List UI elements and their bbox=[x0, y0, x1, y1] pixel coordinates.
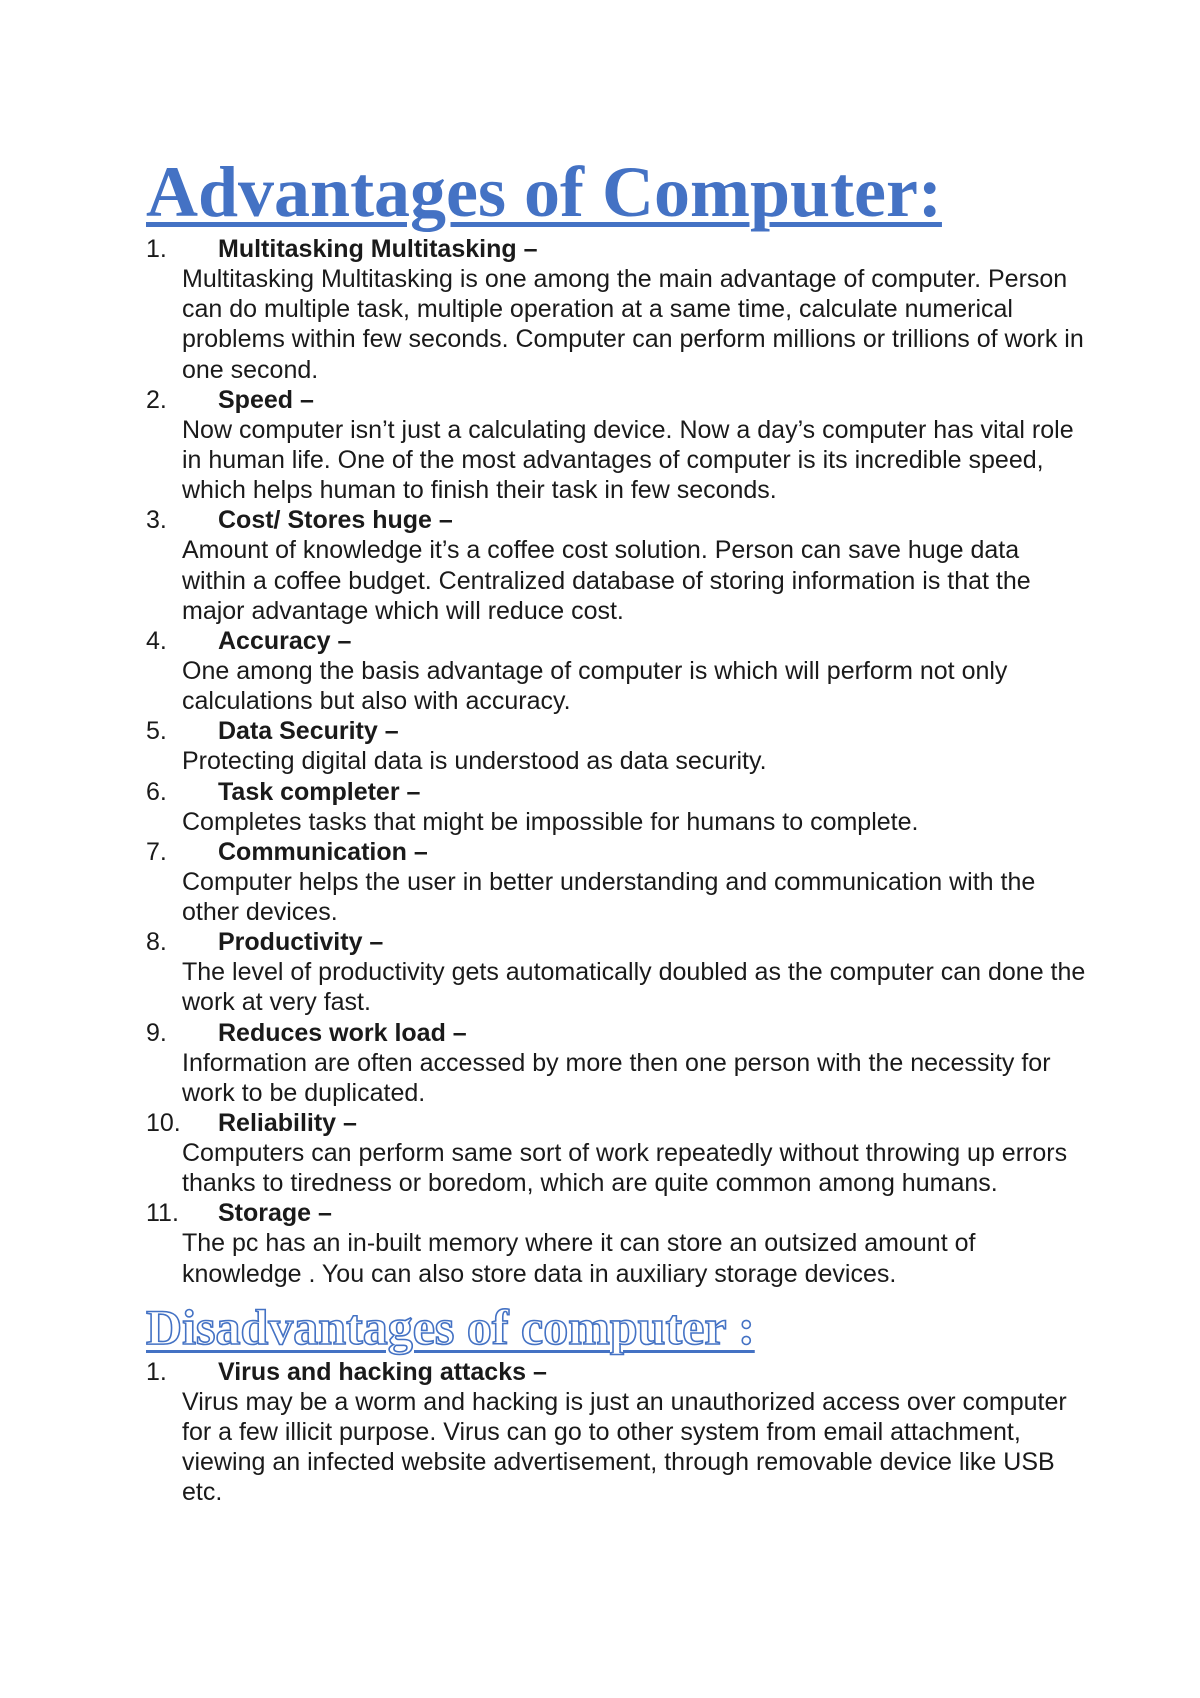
item-body: Virus may be a worm and hacking is just an unauthorized access over computer for a few illicit purpose. Virus can go to other system from email attachment, viewing an infected website advertisement, through removable device like USB etc. bbox=[182, 1387, 1067, 1507]
item-body: Now computer isn’t just a calculating device. Now a day’s computer has vital role in human life. One of the most advantages of computer is its incredible speed, which helps human to finish their task in few seconds. bbox=[182, 415, 1074, 505]
item-number: 1. bbox=[146, 1357, 167, 1386]
item-body: Information are often accessed by more then one person with the necessity for work to be duplicated. bbox=[182, 1048, 1051, 1107]
disadvantages-heading-text: Disadvantages of computer : bbox=[146, 1298, 755, 1355]
item-body: Amount of knowledge it’s a coffee cost solution. Person can save huge data within a coffee budget. Centralized database of storing information is that the major advantage which will reduce cost. bbox=[182, 536, 1031, 625]
list-item bbox=[146, 385, 1086, 506]
item-body: One among the basis advantage of computer is which will perform not only calculations but also with accuracy. bbox=[182, 657, 1008, 716]
item-number: 9. bbox=[146, 1018, 167, 1047]
item-title: Multitasking Multitasking – bbox=[218, 235, 538, 263]
list-item bbox=[146, 1357, 1086, 1508]
item-title: Productivity – bbox=[218, 928, 384, 957]
item-body: Computer helps the user in better understanding and communication with the other devices. bbox=[182, 867, 1036, 927]
list-item bbox=[146, 626, 1086, 716]
item-body: The level of productivity gets automatically doubled as the computer can done the work at very fast. bbox=[182, 958, 1086, 1017]
item-number: 2. bbox=[146, 385, 167, 414]
item-title: Communication – bbox=[218, 837, 428, 866]
advantages-heading bbox=[146, 150, 1086, 234]
list-item bbox=[146, 1108, 1086, 1198]
list-item bbox=[146, 505, 1086, 626]
item-title: Virus and hacking attacks – bbox=[218, 1357, 547, 1386]
list-item bbox=[146, 716, 1086, 776]
item-title: Task completer – bbox=[218, 777, 421, 806]
item-title: Accuracy – bbox=[218, 627, 352, 656]
item-number: 7. bbox=[146, 837, 167, 866]
list-item bbox=[146, 1018, 1086, 1108]
item-number: 8. bbox=[146, 928, 167, 957]
item-number: 6. bbox=[146, 777, 167, 806]
item-number: 4. bbox=[146, 627, 167, 656]
item-title: Cost/ Stores huge – bbox=[218, 506, 453, 535]
item-title: Storage – bbox=[218, 1199, 332, 1228]
item-body: The pc has an in-built memory where it can store an outsized amount of knowledge . You can also store data in auxiliary storage devices. bbox=[182, 1229, 976, 1288]
advantages-heading-text: Advantages of Computer: bbox=[146, 152, 942, 232]
item-number: 5. bbox=[146, 717, 167, 746]
item-title: Reduces work load – bbox=[218, 1018, 467, 1047]
list-item bbox=[146, 234, 1086, 385]
document-page bbox=[146, 150, 1086, 1508]
list-item bbox=[146, 837, 1086, 927]
item-number: 3. bbox=[146, 506, 167, 535]
list-item bbox=[146, 927, 1086, 1017]
item-title: Speed – bbox=[218, 385, 314, 414]
item-title: Data Security – bbox=[218, 717, 399, 746]
advantages-list bbox=[146, 234, 1086, 1289]
disadvantages-list bbox=[146, 1357, 1086, 1508]
item-body: Multitasking Multitasking is one among the main advantage of computer. Person can do multiple task, multiple operation at a same time, calculate numerical problems within few seconds. Computer can perform millions or trillions of work in one second. bbox=[182, 265, 1084, 384]
item-body: Completes tasks that might be impossible for humans to complete. bbox=[182, 807, 919, 836]
list-item bbox=[146, 1198, 1086, 1288]
item-body: Protecting digital data is understood as data security. bbox=[182, 747, 767, 776]
item-number: 11. bbox=[146, 1199, 179, 1228]
item-title: Reliability – bbox=[218, 1109, 357, 1138]
list-item bbox=[146, 777, 1086, 837]
item-body: Computers can perform same sort of work repeatedly without throwing up errors thanks to tiredness or boredom, which are quite common among humans. bbox=[182, 1139, 1068, 1198]
disadvantages-heading bbox=[146, 1299, 1086, 1355]
item-number: 1. bbox=[146, 235, 167, 263]
item-number: 10. bbox=[146, 1109, 181, 1138]
